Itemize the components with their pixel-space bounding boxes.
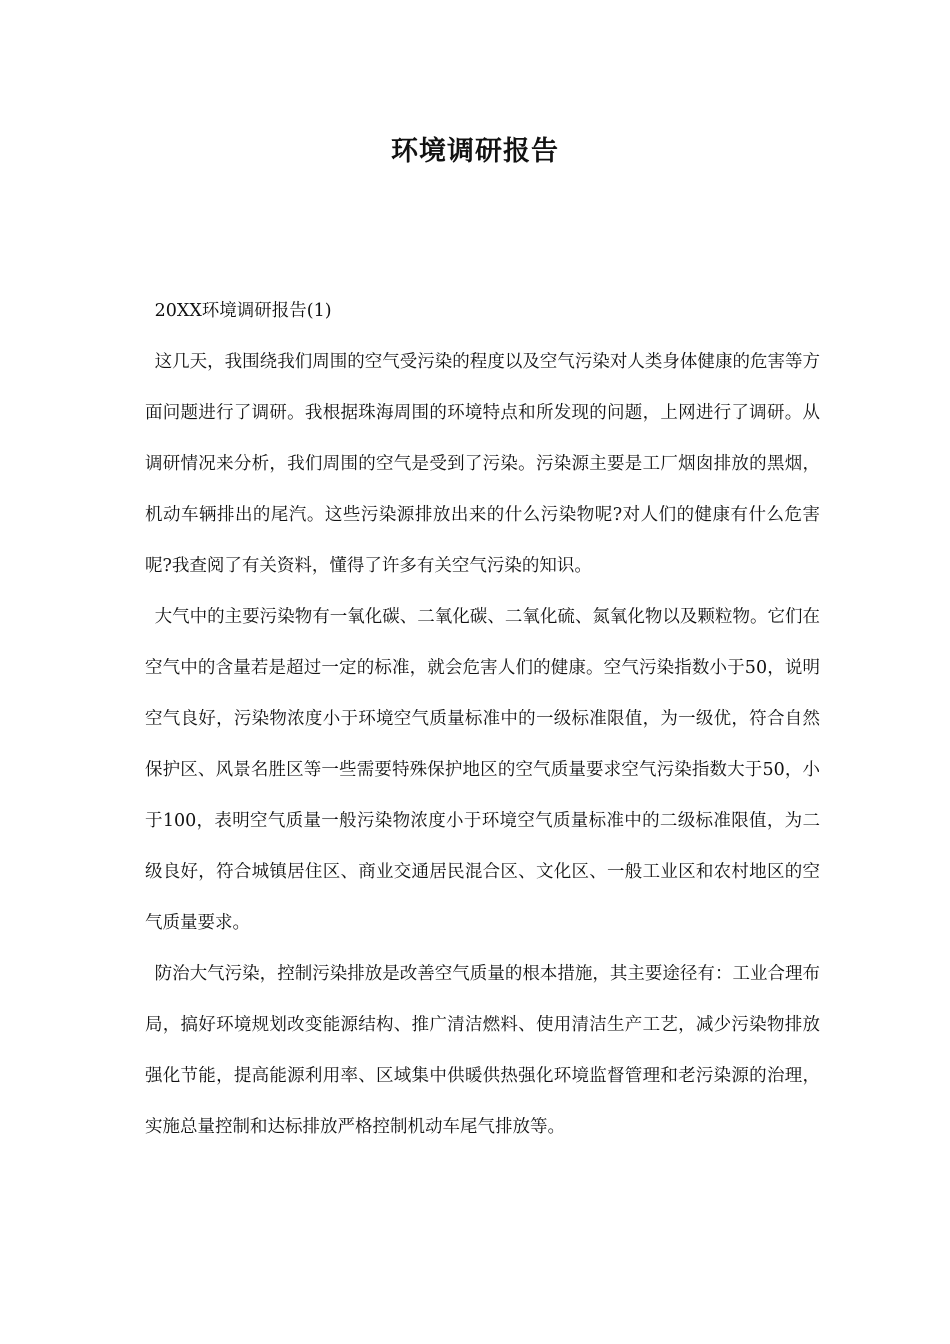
paragraph-2: 大气中的主要污染物有一氧化碳、二氧化碳、二氧化硫、氮氧化物以及颗粒物。它们在空气中的含量若是超过一定的标准，就会危害人们的健康。空气污染指数小于50，说明空气良好，污染物浓度小于环境空气质量标准中的一级标准限值，为一级优，符合自然保护区、风景名胜区等一些需要特殊保护地区的空气质量要求空气污染指数大于50，小于100，表明空气质量一般污染物浓度小于环境空气质量标准中的二级标准限值，为二级良好，符合城镇居住区、商业交通居民混合区、文化区、一般工业区和农村地区的空气质量要求。	[145, 607, 820, 933]
paragraph-3: 防治大气污染，控制污染排放是改善空气质量的根本措施，其主要途径有：工业合理布局，搞好环境规划改变能源结构、推广清洁燃料、使用清洁生产工艺，减少污染物排放强化节能，提高能源利用率、区域集中供暖供热强化环境监督管理和老污染源的治理，实施总量控制和达标排放严格控制机动车尾气排放等。	[145, 964, 820, 1137]
section-heading: 20XX环境调研报告(1)	[154, 301, 332, 321]
paragraph-1: 这几天，我围绕我们周围的空气受污染的程度以及空气污染对人类身体健康的危害等方面问题进行了调研。我根据珠海周围的环境特点和所发现的问题，上网进行了调研。从调研情况来分析，我们周围的空气是受到了污染。污染源主要是工厂烟囱排放的黑烟，机动车辆排出的尾汽。这些污染源排放出来的什么污染物呢?对人们的健康有什么危害呢?我查阅了有关资料，懂得了许多有关空气污染的知识。	[145, 352, 820, 576]
document-body	[145, 286, 820, 1153]
page-title: 环境调研报告	[391, 136, 559, 167]
